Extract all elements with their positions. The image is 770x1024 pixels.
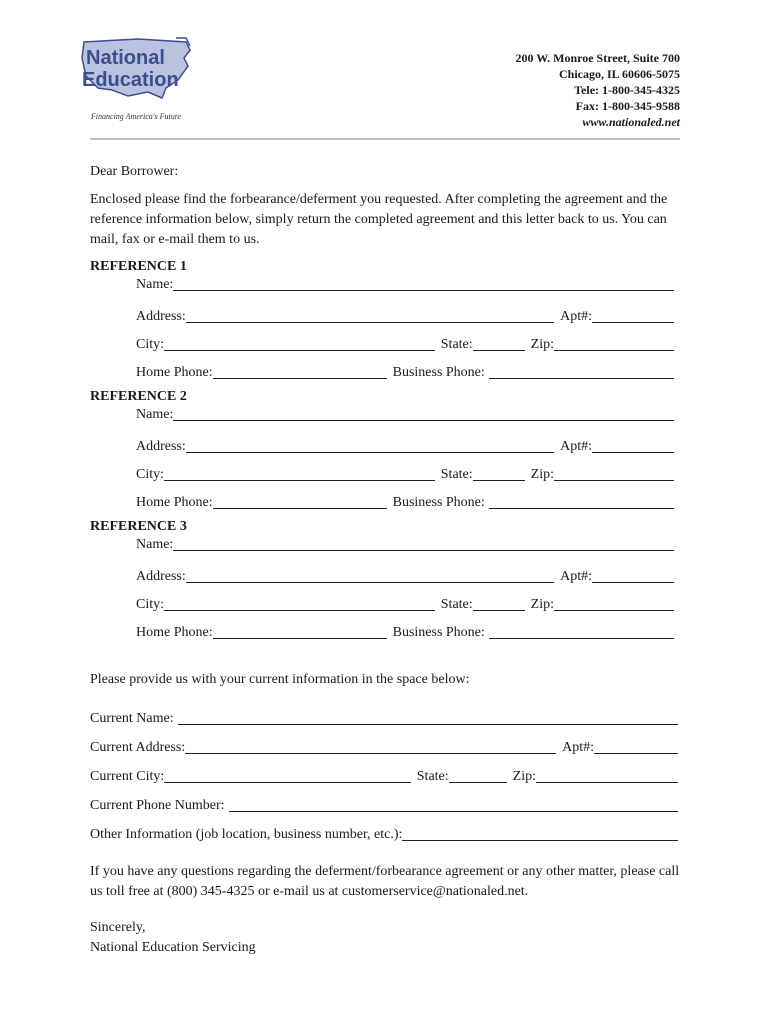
current-city-field[interactable] <box>164 768 410 783</box>
name-field[interactable] <box>173 536 674 551</box>
ref-name-row <box>136 406 674 424</box>
home-phone-field[interactable] <box>213 624 387 639</box>
current-zip-label: Zip: <box>512 769 536 784</box>
address-label: Address: <box>136 569 186 584</box>
current-name-field[interactable] <box>178 710 678 725</box>
zip-label: Zip: <box>530 597 554 612</box>
name-field[interactable] <box>173 406 674 421</box>
current-state-field[interactable] <box>449 768 507 783</box>
name-label: Name: <box>136 537 174 552</box>
home-phone-label: Home Phone: <box>136 495 213 510</box>
other-info-field[interactable] <box>402 826 678 841</box>
reference-block <box>90 388 680 512</box>
address-city: Chicago, IL 60606-5075 <box>558 67 680 81</box>
state-field[interactable] <box>473 466 525 481</box>
business-phone-field[interactable] <box>489 364 674 379</box>
other-info-label: Other Information (job location, business number, etc.): <box>90 827 403 842</box>
ref-name-row <box>136 276 674 294</box>
current-name-row <box>90 708 678 728</box>
address-field[interactable] <box>186 438 554 453</box>
state-label: State: <box>440 337 473 352</box>
ref-phone-row <box>136 620 674 642</box>
current-state-label: State: <box>416 769 449 784</box>
name-label: Name: <box>136 407 174 422</box>
zip-field[interactable] <box>554 336 674 351</box>
current-info-section <box>90 672 678 844</box>
intro-paragraph: Enclosed please find the forbearance/deferment you requested. After completing the agreement and the reference information below, simply return the completed agreement and this letter back to us. You can mail, fax or e-mail them to us. <box>90 192 668 247</box>
city-label: City: <box>136 337 165 352</box>
home-phone-field[interactable] <box>213 494 387 509</box>
address-street: 200 W. Monroe Street, Suite 700 <box>515 51 680 65</box>
reference-title: REFERENCE 1 <box>90 259 187 274</box>
name-label: Name: <box>136 277 174 292</box>
apt-label: Apt#: <box>560 439 592 454</box>
state-field[interactable] <box>473 596 525 611</box>
apt-field[interactable] <box>592 568 674 583</box>
reference-block <box>90 518 680 642</box>
business-phone-label: Business Phone: <box>392 625 485 640</box>
ref-name-row <box>136 536 674 554</box>
current-zip-field[interactable] <box>536 768 678 783</box>
state-label: State: <box>440 597 473 612</box>
home-phone-label: Home Phone: <box>136 625 213 640</box>
home-phone-field[interactable] <box>213 364 387 379</box>
sincerely-text: Sincerely, <box>90 920 146 935</box>
current-phone-row <box>90 795 678 815</box>
address-label: Address: <box>136 309 186 324</box>
current-info-prompt: Please provide us with your current information in the space below: <box>90 672 470 687</box>
address-field[interactable] <box>186 308 554 323</box>
apt-field[interactable] <box>592 308 674 323</box>
state-label: State: <box>440 467 473 482</box>
business-phone-label: Business Phone: <box>392 365 485 380</box>
apt-field[interactable] <box>592 438 674 453</box>
ref-address-row <box>136 434 674 456</box>
ref-address-row <box>136 304 674 326</box>
city-field[interactable] <box>164 596 435 611</box>
home-phone-label: Home Phone: <box>136 365 213 380</box>
city-field[interactable] <box>164 336 435 351</box>
current-apt-label: Apt#: <box>562 740 594 755</box>
other-info-row <box>90 824 678 844</box>
ref-city-row <box>136 462 674 484</box>
current-name-label: Current Name: <box>90 711 174 726</box>
reference-title: REFERENCE 3 <box>90 519 187 534</box>
current-address-row <box>90 737 678 757</box>
logo-word-education: Education <box>82 69 179 91</box>
logo-tagline: Financing America's Future <box>90 112 182 121</box>
ref-city-row <box>136 592 674 614</box>
zip-label: Zip: <box>530 467 554 482</box>
header-divider <box>90 138 680 140</box>
zip-field[interactable] <box>554 466 674 481</box>
current-address-label: Current Address: <box>90 740 186 755</box>
salutation: Dear Borrower: <box>90 164 179 179</box>
address-fax: Fax: 1-800-345-9588 <box>575 99 680 113</box>
ref-city-row <box>136 332 674 354</box>
letter-body <box>90 162 680 250</box>
current-phone-field[interactable] <box>229 797 678 812</box>
reference-block <box>90 258 680 382</box>
address-field[interactable] <box>186 568 554 583</box>
closing-section <box>90 862 680 958</box>
business-phone-field[interactable] <box>489 494 674 509</box>
business-phone-field[interactable] <box>489 624 674 639</box>
city-label: City: <box>136 467 165 482</box>
current-phone-label: Current Phone Number: <box>90 798 225 813</box>
references-section <box>90 258 680 648</box>
national-education-logo <box>78 36 194 128</box>
ref-phone-row <box>136 360 674 382</box>
zip-field[interactable] <box>554 596 674 611</box>
apt-label: Apt#: <box>560 569 592 584</box>
name-field[interactable] <box>173 276 674 291</box>
ref-phone-row <box>136 490 674 512</box>
us-map-logo-graphic <box>78 36 194 112</box>
business-phone-label: Business Phone: <box>392 495 485 510</box>
zip-label: Zip: <box>530 337 554 352</box>
current-city-label: Current City: <box>90 769 165 784</box>
company-address-block <box>515 50 680 130</box>
city-label: City: <box>136 597 165 612</box>
apt-label: Apt#: <box>560 309 592 324</box>
address-website: www.nationaled.net <box>582 115 680 129</box>
reference-title: REFERENCE 2 <box>90 389 187 404</box>
address-label: Address: <box>136 439 186 454</box>
signature-name: National Education Servicing <box>90 940 256 955</box>
logo-word-national: National <box>86 47 165 69</box>
current-apt-field[interactable] <box>594 739 678 754</box>
address-telephone: Tele: 1-800-345-4325 <box>574 83 680 97</box>
ref-address-row <box>136 564 674 586</box>
current-city-row <box>90 766 678 786</box>
state-field[interactable] <box>473 336 525 351</box>
current-address-field[interactable] <box>185 739 556 754</box>
questions-paragraph: If you have any questions regarding the deferment/forbearance agreement or any other matter, please call us toll free at (800) 345-4325 or e-mail us at customerservice@nationaled.net. <box>90 864 680 899</box>
city-field[interactable] <box>164 466 435 481</box>
signature-block <box>90 918 680 958</box>
